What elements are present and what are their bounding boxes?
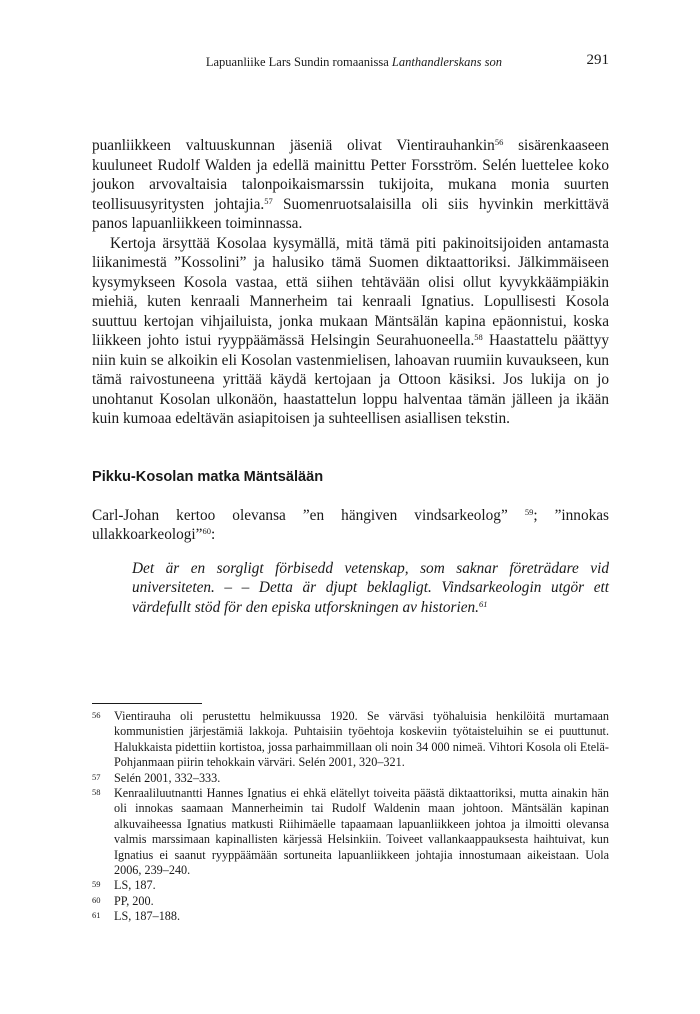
footnote-text: Kenraaliluutnantti Hannes Ignatius ei ehkä elätellyt toiveita päästä diktaattoriksi, mutta ainakin hän oli innokas saamaan Mannerheimin tai Rudolf Waldenin maan johtoon. Mäntsälän kapinan alkuvaiheessa Ignatius matkusti Riihimäelle tapaamaan lapuanliikkeen johtoa ja ilmoitti olevansa valmis marssimaan kapinallisten kärjessä Helsinkiin. Toiveet vallankaappauksesta haihtuivat, kun Ignatius ei saanut ryyppäämään sortuneita lapuanliikkeen johtajia innostumaan aikeistaan. Uola 2006, 239–240. [114,786,609,878]
footnote-ref-61: 61 [478,598,488,609]
footnote-number: 59 [92,879,101,890]
paragraph-1 [92,136,609,234]
footnote-ref-56: 56 [494,137,504,147]
footnote-text: PP, 200. [114,893,154,908]
quote-text: Det är en sorgligt förbisedd vetenskap, som saknar företrädare vid universiteten. – – Detta är djupt beklagligt. Vindsarkeologin utgör ett värdefullt stöd för den episka utforskningen av historien. [132,559,609,616]
footnote-56 [92,709,609,771]
footnote-ref-58: 58 [474,332,483,342]
footnote-rule [92,703,202,704]
footnotes [92,703,609,925]
footnote-ref-60: 60 [202,526,211,536]
footnote-59 [92,878,609,893]
running-head-text: Lapuanliike Lars Sundin romaanissa [205,55,392,69]
running-head-title: Lanthandlerskans son [391,55,502,69]
text-run: Suomenruotsalaisilla oli siis hyvinkin merkittävä panos lapuanliikkeen toiminnassa. [92,195,609,232]
text-run: Kertoja ärsyttää Kosolaa kysymällä, mitä tämä piti pakinoitsijoiden antamasta liikanimestä ”Kossolini” ja halusiko tämä Suomen diktaattoriksi. Jälkimmäiseen kysymykseen Kosola vastaa, että siihen tehtävään olisi ollut kyvykkäämpiäkin miehiä, kuten kenraali Mannerheim tai kenraali Ignatius. Lopullisesti Kosola suuttuu kertojan vihjailuista, jonka mukaan Mäntsälän kapina epäonnistui, koska liikkeen johto istui ryyppäämässä Helsingin Seurahuoneella. [92,234,609,349]
paragraph-3 [92,506,609,545]
section-heading: Pikku-Kosolan matka Mäntsälään [92,468,324,485]
footnote-text: LS, 187. [114,878,156,893]
text-run: puanliikkeen valtuuskunnan jäseniä olivat Vientirauhankin [92,137,495,154]
text-run: ; ”innokas ullakkoarkeologi” [92,506,609,543]
footnote-61 [92,909,609,924]
text-run: sisärenkaaseen kuuluneet Rudolf Walden ja edellä mainittu Petter Forsström. Selén luettelee koko joukon arvovaltaisia talonpoikaismarssin tukijoita, mukana monia suurten teollisuusyritysten johtajia. [92,137,609,213]
footnote-text: LS, 187–188. [114,909,181,924]
block-quote [132,559,609,618]
footnote-number: 60 [92,894,101,905]
page-number: 291 [586,52,609,68]
footnote-number: 56 [92,710,101,720]
text-run: : [210,526,216,543]
text-run: Carl-Johan kertoo olevansa ”en hängiven vindsarkeolog” [92,506,525,524]
footnote-text: Selén 2001, 332–333. [114,770,221,785]
footnote-number: 58 [92,787,101,798]
running-head [206,55,502,70]
text-run: Haastattelu päättyy niin kuin se alkoikin eli Kosolan vastenmielisen, lahoavan ruumiin kuvaukseen, kun tämä raivostuneena yrittää käydä kertojaan ja Ottoon käsiksi. Jos lukija on jo unohtanut Kosolan ulkonäön, haastattelun loppu halventaa tämän jälleen ja ikään kuin kumoaa edeltävän asiapitoisen ja suhteellisen asiallisen tekstin. [92,332,609,427]
footnote-number: 57 [92,771,101,782]
footnote-57 [92,771,609,786]
footnote-text: Vientirauha oli perustettu helmikuussa 1920. Se värväsi työhaluisia henkilöitä murtamaan kommunistien järjestämiä lakkoja. Puhtaisiin työehtoja koskeviin työtaisteluihin se ei puuttunut. Halukkaista pidettiin kortistoa, jossa parhaimmillaan oli noin 34 000 nimeä. Vihtori Kosola oli Etelä-Pohjanmaan piirin tehokkain värväri. Selén 2001, 320–321. [114,709,609,770]
footnote-60 [92,894,609,909]
footnote-58 [92,786,609,878]
footnote-ref-59: 59 [524,506,534,517]
paragraph-2 [92,234,609,429]
footnote-number: 61 [92,910,101,921]
footnote-ref-57: 57 [264,195,273,206]
main-text [92,136,609,617]
